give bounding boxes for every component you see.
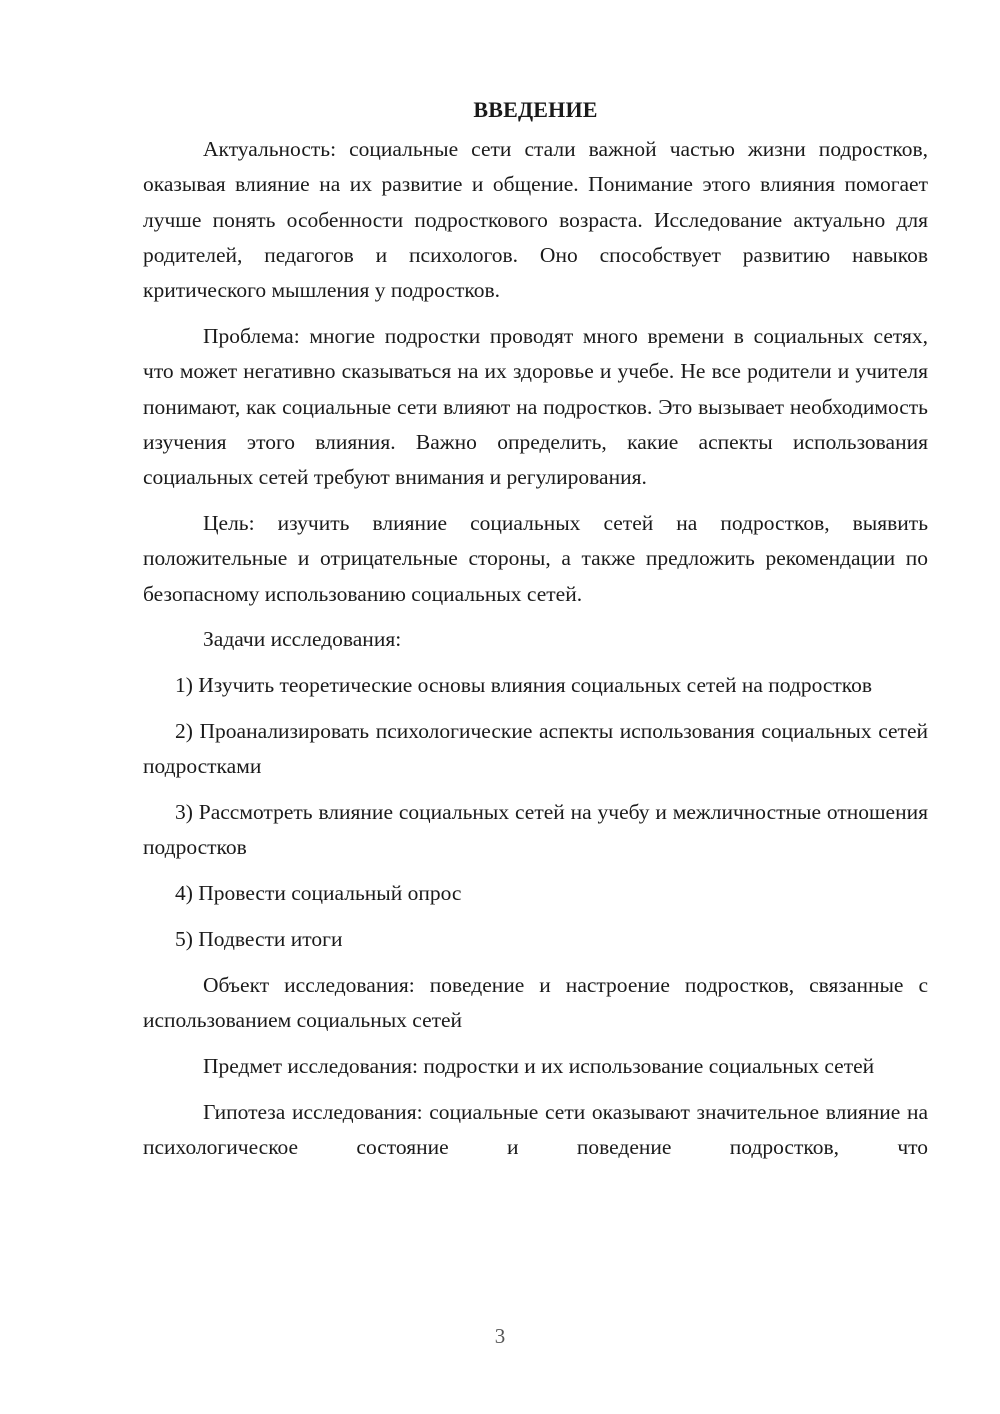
list-item: 4) Провести социальный опрос xyxy=(175,881,462,906)
list-item: 1) Изучить теоретические основы влияния социальных сетей на подростков xyxy=(175,673,873,698)
paragraph-tasks-title: Задачи исследования: xyxy=(203,627,402,652)
page-title: ВВЕДЕНИЕ xyxy=(473,97,598,122)
paragraph-subject: Предмет исследования: подростки и их использование социальных сетей xyxy=(203,1053,875,1078)
page-number: 3 xyxy=(494,1324,506,1348)
document-page xyxy=(143,92,928,1176)
paragraph-goal: Цель: изучить влияние социальных сетей на подростков, выявить положительные и отрицательные стороны, а также предложить рекомендации по безопасному использованию социальных сетей. xyxy=(143,510,928,606)
paragraph-problem: Проблема: многие подростки проводят много времени в социальных сетях, что может негативно сказываться на их здоровье и учебе. Не все родители и учителя понимают, как социальные сети влияют на подростков. Это вызывает необходимость изучения этого влияния. Важно определить, какие аспекты использования социальных сетей требуют внимания и регулирования. xyxy=(143,323,928,490)
paragraph-object: Объект исследования: поведение и настроение подростков, связанные с использованием социальных сетей xyxy=(143,972,928,1033)
tasks-list xyxy=(143,668,928,957)
paragraph-relevance: Актуальность: социальные сети стали важной частью жизни подростков, оказывая влияние на их развитие и общение. Понимание этого влияния помогает лучше понять особенности подросткового возраста. Исследование актуально для родителей, педагогов и психологов. Оно способствует развитию навыков критического мышления у подростков. xyxy=(143,137,928,303)
list-item: 5) Подвести итоги xyxy=(175,926,343,951)
paragraph-hypothesis: Гипотеза исследования: социальные сети оказывают значительное влияние на психологическое состояние и поведение подростков, что xyxy=(143,1099,928,1159)
list-item: 2) Проанализировать психологические аспекты использования социальных сетей подростками xyxy=(143,718,928,779)
list-item: 3) Рассмотреть влияние социальных сетей на учебу и межличностные отношения подростков xyxy=(143,800,928,860)
